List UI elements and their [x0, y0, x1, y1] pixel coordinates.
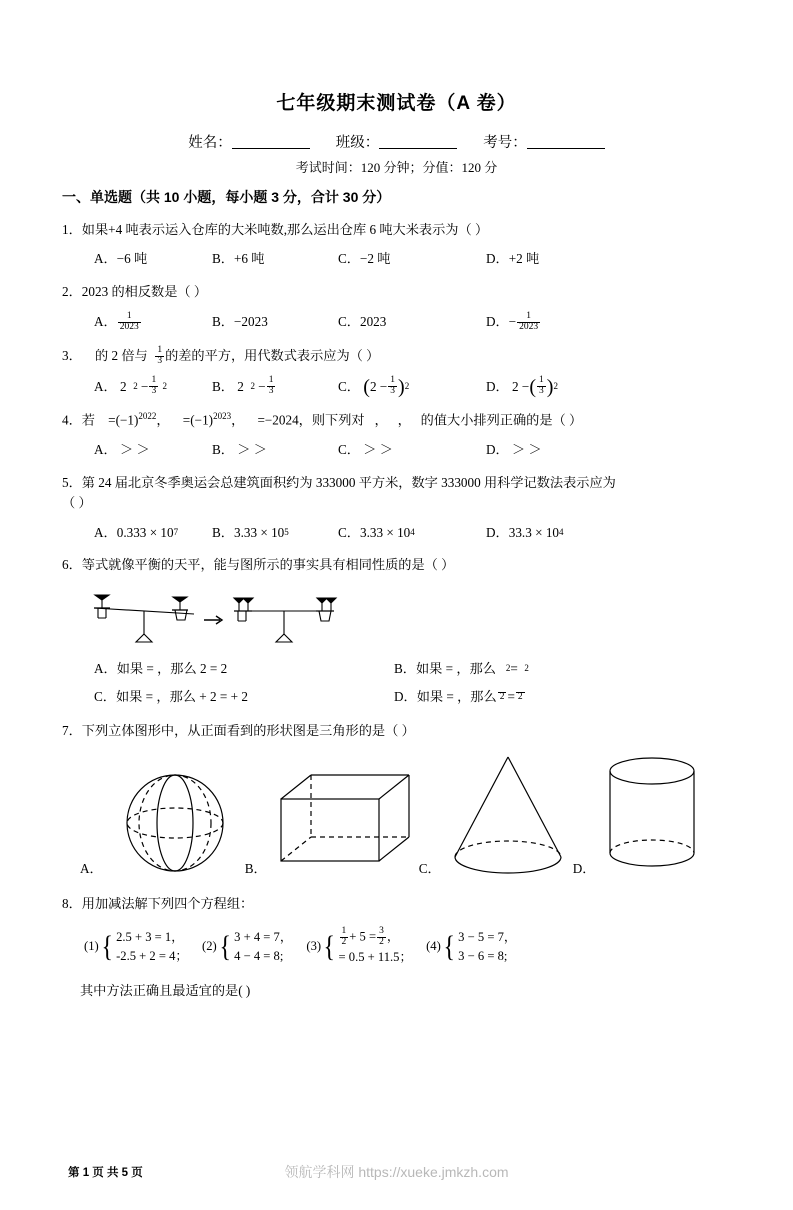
balance-scale-figure: [62, 584, 731, 650]
option-c[interactable]: C．−2 吨: [338, 251, 391, 267]
equation-group-4: (4) { 3 − 5 = 7， 3 − 6 = 8;: [426, 929, 517, 963]
fraction-1-3: $\frac{1}{3}$: [157, 345, 163, 367]
option-d[interactable]: D． 2 − ( $\frac{1}{3}$ ) 2: [486, 375, 558, 398]
name-blank[interactable]: [232, 134, 310, 149]
question-7-text: 7．下列立体图形中，从正面看到的形状图是三角形的是（ ）: [62, 722, 415, 738]
question-4-options: [62, 440, 731, 460]
option-d[interactable]: D．如果 = ，那么 2 = 2: [394, 689, 523, 705]
id-blank[interactable]: [527, 134, 605, 149]
cylinder-icon: [597, 751, 707, 881]
shape-option-c[interactable]: C．: [419, 751, 573, 881]
question-8-text: 8．用加减法解下列四个方程组：: [62, 896, 254, 912]
question-5-text: 5．第 24 届北京冬季奥运会总建筑面积约为 333000 平方米，数字 333000 用科学记数法表示应为: [62, 474, 616, 490]
option-c[interactable]: C．如果 = ，那么 + 2 = + 2: [94, 689, 248, 705]
option-b[interactable]: B． −2023: [212, 314, 268, 330]
section-heading-1: 一、单选题（共 10 小题，每小题 3 分，合计 30 分）: [62, 189, 391, 205]
fraction-over-2: 2: [517, 692, 523, 702]
watermark: 领航学科网 https://xueke.jmkzh.com: [284, 1164, 509, 1180]
shape-option-a[interactable]: A．: [80, 761, 245, 881]
question-5-text-line2: （ ）: [62, 495, 92, 511]
option-b[interactable]: B．+6 吨: [212, 251, 265, 267]
equation-group-3: (3) { $\frac{1}{2}$ + 5 = $\frac{3}{2}$ ， = 0.5 + 11.5；: [306, 925, 413, 964]
question-6-text: 6．等式就像平衡的天平，能与图所示的事实具有相同性质的是（ ）: [62, 557, 455, 573]
brace: {: [219, 929, 231, 963]
class-blank[interactable]: [379, 134, 457, 149]
question-2-text: 2．2023 的相反数是（ ）: [62, 284, 208, 300]
option-d[interactable]: D． 33.3 × 10 4: [486, 524, 564, 540]
question-5: [62, 473, 731, 543]
fraction-1-3: $\frac{1}{3}$: [151, 375, 157, 397]
brace: {: [323, 929, 336, 963]
question-7-shapes: [62, 751, 731, 881]
question-2-options: [62, 312, 731, 333]
id-label: 考号：: [483, 135, 527, 151]
question-1: [62, 220, 731, 269]
exam-page: [0, 88, 793, 1210]
sphere-icon: [105, 761, 245, 881]
question-3-options: [62, 376, 731, 397]
option-b[interactable]: B． 2 2 − $\frac{1}{3}$: [212, 375, 274, 397]
question-4-text: 4．若 $=(-1)^{2022}$， $=(-1)^{2023}$， =−2024，则下列对 ， ， 的值大小排列正确的是（ ）: [62, 411, 583, 428]
cuboid-icon: [269, 761, 419, 881]
shape-option-d[interactable]: D．: [573, 751, 708, 881]
brace: {: [101, 929, 113, 963]
fraction-1-3: $\frac{1}{3}$: [539, 375, 544, 397]
option-a[interactable]: A． $\frac{1}{2023}$: [94, 310, 139, 332]
fraction-1-2: $\frac{1}{2}$: [341, 925, 347, 947]
exam-info: 考试时间：120 分钟；分值：120 分: [295, 160, 498, 175]
fraction-1-2023: $\frac{1}{2023}$: [119, 310, 139, 332]
option-b[interactable]: B． ＞ ＞: [212, 441, 267, 457]
option-d[interactable]: D．+2 吨: [486, 251, 540, 267]
page-footer: [0, 1164, 793, 1188]
equation-group-2: (2) { 3 + 4 = 7， 4 − 4 = 8;: [202, 929, 293, 963]
question-6: [62, 555, 731, 707]
option-d[interactable]: D． − $\frac{1}{2023}$: [486, 310, 539, 332]
balance-scale-diagram: [84, 584, 414, 650]
fraction-1-3: $\frac{1}{3}$: [390, 375, 396, 397]
question-8-equation-groups: [62, 927, 731, 967]
option-a[interactable]: A． 0.333 × 10 7: [94, 524, 179, 540]
equation-group-1: (1) { 2.5 + 3 = 1， -2.5 + 2 = 4；: [84, 929, 189, 963]
question-5-options: [62, 523, 731, 543]
fraction-over-2: 2: [499, 692, 505, 702]
option-b[interactable]: B．如果 = ，那么 2 = 2: [394, 660, 529, 676]
shape-option-b[interactable]: B．: [245, 761, 419, 881]
question-3: [62, 346, 731, 397]
question-8-tail: 其中方法正确且最适宜的是( ): [80, 983, 251, 999]
option-c[interactable]: C． 3.33 × 10 4: [338, 524, 415, 540]
question-1-text: 1．如果+4 吨表示运入仓库的大米吨数,那么运出仓库 6 吨大米表示为（ ）: [62, 222, 489, 237]
option-c[interactable]: C． ＞ ＞: [338, 441, 393, 457]
option-c[interactable]: C． 2023: [338, 314, 387, 330]
fraction-1-3: $\frac{1}{3}$: [268, 375, 274, 397]
question-6-options: [62, 659, 731, 708]
question-3-text: 3． 的 2 倍与 $\frac{1}{3}$ 的差的平方，用代数式表示应为（ ）: [62, 345, 380, 367]
option-a[interactable]: A． 2 2 − $\frac{1}{3}$ 2: [94, 375, 167, 397]
fraction-1-2023: $\frac{1}{2023}$: [519, 310, 539, 332]
option-a[interactable]: A．−6 吨: [94, 251, 148, 267]
option-b[interactable]: B． 3.33 × 10 5: [212, 524, 289, 540]
question-4: [62, 410, 731, 460]
cone-icon: [443, 751, 573, 881]
brace: {: [443, 929, 455, 963]
question-8: [62, 894, 731, 1002]
name-label: 姓名：: [188, 135, 232, 151]
class-label: 班级：: [335, 135, 380, 151]
student-fields: [62, 131, 731, 152]
question-2: [62, 282, 731, 332]
option-a[interactable]: A．如果 = ，那么 2 = 2: [94, 660, 228, 676]
question-7: [62, 721, 731, 881]
page-number: 第 1 页 共 5 页: [68, 1167, 143, 1179]
option-d[interactable]: D． ＞ ＞: [486, 441, 542, 457]
question-1-options: [62, 249, 731, 269]
fraction-3-2: $\frac{3}{2}$: [379, 925, 384, 947]
page-title: 七年级期末测试卷（A 卷）: [276, 93, 517, 114]
option-c[interactable]: C． ( 2 − $\frac{1}{3}$ ) 2: [338, 375, 410, 398]
option-a[interactable]: A． ＞ ＞: [94, 441, 150, 457]
